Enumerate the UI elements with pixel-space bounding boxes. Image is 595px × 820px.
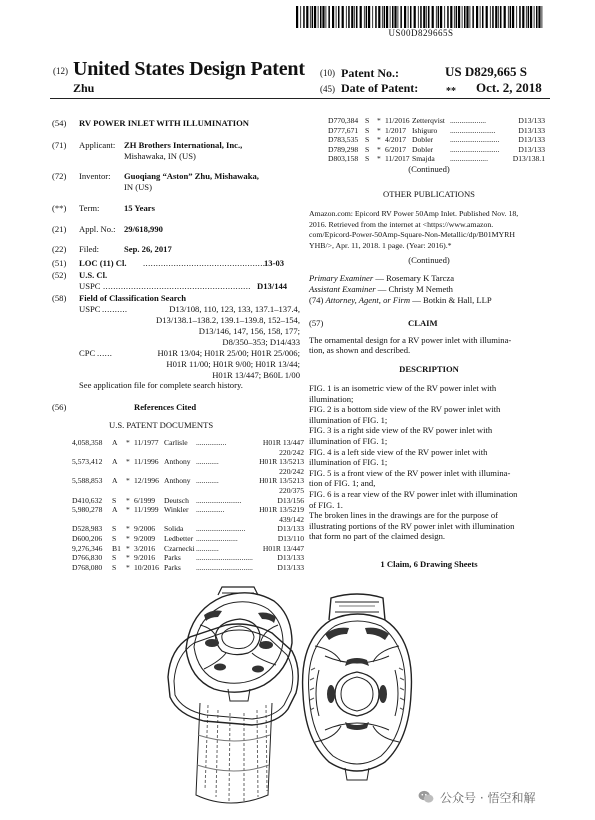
reference-kind: S <box>365 116 370 125</box>
barcode-bar <box>303 6 305 28</box>
reference-date: 11/2016 <box>385 116 410 125</box>
patent-no-label: Patent No.: <box>341 66 399 80</box>
appl-no-value: 29/618,990 <box>124 224 163 234</box>
reference-name: Deutsch <box>164 495 189 505</box>
reference-kind: S <box>112 524 117 534</box>
patent-date: Oct. 2, 2018 <box>476 80 542 95</box>
barcode-bar <box>486 6 488 28</box>
barcode-bar <box>342 6 344 28</box>
barcode-bar <box>296 6 298 28</box>
barcode-bar <box>480 6 481 28</box>
term-value: 15 Years <box>124 203 155 213</box>
reference-star: * <box>126 495 130 505</box>
reference-number: D410,632 <box>72 495 103 505</box>
barcode-bar <box>322 6 324 28</box>
header-code-10: (10) <box>320 68 335 78</box>
reference-star: * <box>126 543 130 553</box>
watermark-text: 公众号 · 悟空和解 <box>440 791 536 805</box>
appl-no-label: Appl. No.: <box>79 224 116 234</box>
field-search-uspc-line-4: D8/350–353; D14/433 <box>222 337 300 347</box>
barcode-bar <box>326 6 327 28</box>
assistant-examiner-label: Assistant Examiner <box>309 284 376 294</box>
filed-label: Filed: <box>79 244 100 254</box>
filed-value: Sep. 26, 2017 <box>124 244 172 254</box>
reference-date: 11/1977 <box>134 438 159 447</box>
applicant-label: Applicant: <box>79 140 116 150</box>
reference-star: * <box>126 562 130 572</box>
cpc-label: CPC <box>79 348 96 358</box>
reference-kind: S <box>365 154 370 164</box>
barcode-bar <box>364 6 365 28</box>
barcode-bar <box>536 6 538 28</box>
reference-kind: A <box>112 457 118 467</box>
term-label: Term: <box>79 203 100 213</box>
reference-name: Ishiguro <box>412 125 438 135</box>
continued-1: (Continued) <box>408 164 450 174</box>
reference-dots: ...................... <box>196 534 238 543</box>
reference-dots: ............ <box>196 543 219 553</box>
description-line: illumination; <box>309 393 354 404</box>
reference-dots: .......................... <box>450 144 500 154</box>
barcode-bar <box>492 6 494 28</box>
reference-name: Winkler <box>164 505 189 515</box>
publication-line-3: com/Epicord-Power-50Amp-Square-Non-Metallic/dp/B01MYRH <box>309 230 515 239</box>
primary-examiner-label: Primary Examiner <box>309 273 374 283</box>
loc-value: 13-03 <box>264 258 285 268</box>
cpc-line-3: H01R 13/447; B60L 1/00 <box>212 370 300 380</box>
inventor-line-1: Guoqiang “Aston” Zhu, Mishawaka, <box>124 171 259 181</box>
field-22-code: (22) <box>52 244 67 254</box>
reference-star: * <box>377 125 381 135</box>
reference-date: 12/1996 <box>134 476 159 486</box>
barcode-bar <box>432 6 434 28</box>
reference-kind: A <box>112 476 118 486</box>
reference-date: 11/1999 <box>134 505 159 515</box>
description-label: DESCRIPTION <box>399 364 459 374</box>
barcode-bar <box>414 6 416 28</box>
reference-name: Anthony <box>164 476 191 486</box>
barcode-bar <box>392 6 394 28</box>
reference-kind: S <box>365 135 370 145</box>
watermark <box>418 789 535 806</box>
reference-num: D783,535 <box>328 135 359 145</box>
reference-name: Solida <box>164 524 184 534</box>
barcode-bar <box>530 6 532 28</box>
barcode-bar <box>375 6 377 28</box>
date-label: Date of Patent: <box>341 81 419 95</box>
barcode-bar <box>476 6 478 28</box>
barcode-bar <box>528 6 530 28</box>
search-history-note: See application file for complete search history. <box>79 380 243 390</box>
reference-dots: ........................ <box>196 495 242 505</box>
reference-class-secondary: 439/142 <box>279 514 304 524</box>
barcode-bar <box>400 6 402 28</box>
reference-number: D766,830 <box>72 553 103 563</box>
barcode-bar <box>328 6 330 28</box>
description-line: FIG. 3 is a right side view of the RV power inlet with <box>309 425 493 436</box>
reference-num: D770,384 <box>328 116 359 125</box>
barcode-bar <box>426 6 427 28</box>
barcode-bar <box>318 6 319 28</box>
wechat-icon <box>418 790 434 804</box>
barcode-bar <box>534 6 535 28</box>
field-21-code: (21) <box>52 224 67 234</box>
reference-date: 4/2017 <box>385 135 407 145</box>
other-publications-label: OTHER PUBLICATIONS <box>383 189 475 199</box>
reference-date: 10/2016 <box>134 562 159 572</box>
barcode-bar <box>320 6 322 28</box>
description-line: FIG. 4 is a left side view of the RV power inlet with <box>309 446 488 457</box>
reference-number: D600,206 <box>72 534 103 543</box>
figure-isometric-view <box>160 585 305 810</box>
reference-class: H01R 13/447 <box>262 438 304 447</box>
reference-name: Ledbetter <box>164 534 194 543</box>
barcode-bar <box>368 6 370 28</box>
barcode-bar <box>498 6 499 28</box>
applicant-name: ZH Brothers International, Inc., <box>124 140 243 150</box>
barcode-bar <box>420 6 422 28</box>
us-patent-docs-label: U.S. PATENT DOCUMENTS <box>109 420 214 430</box>
barcode-bar <box>382 6 383 28</box>
reference-num: D777,671 <box>328 125 359 135</box>
barcode-bar <box>408 6 409 28</box>
reference-number: 5,588,853 <box>72 476 103 486</box>
reference-kind: S <box>365 125 370 135</box>
field-51-code: (51) <box>52 258 67 268</box>
reference-number: 9,276,346 <box>72 543 103 553</box>
field-search-uspc-line-2: D13/138.1–138.2, 139.1–139.8, 152–154, <box>156 315 300 325</box>
reference-star: * <box>126 457 130 467</box>
reference-kind: S <box>112 534 117 543</box>
barcode-bar <box>510 6 512 28</box>
inventor-label: Inventor: <box>79 171 111 181</box>
reference-class: D13/133 <box>518 125 545 135</box>
barcode-bar <box>314 6 316 28</box>
field-52-code: (52) <box>52 270 67 280</box>
publication-line-2: 2016. Retrieved from the internet at <https://www.amazon. <box>309 220 494 229</box>
barcode-bar <box>351 6 353 28</box>
reference-class: H01R 13/5219 <box>259 505 304 515</box>
reference-dots: ........................ <box>450 125 496 135</box>
reference-dots: ................... <box>450 116 487 125</box>
header-code-12: (12) <box>53 66 68 76</box>
uspc-dots: .......................................................... <box>103 281 251 291</box>
barcode-bar <box>522 6 524 28</box>
patent-no: US D829,665 S <box>445 64 527 79</box>
reference-star: * <box>377 135 381 145</box>
claims-sheets-summary: 1 Claim, 6 Drawing Sheets <box>380 559 478 569</box>
reference-class: D13/133 <box>518 144 545 154</box>
reference-class: H01R 13/5213 <box>259 457 304 467</box>
reference-kind: S <box>112 495 117 505</box>
reference-dots: .......................... <box>196 524 246 534</box>
barcode-bar <box>310 6 311 28</box>
barcode-bar <box>436 6 437 28</box>
reference-number: D528,983 <box>72 524 103 534</box>
design-title: RV POWER INLET WITH ILLUMINATION <box>79 118 250 128</box>
barcode-bar <box>512 6 514 28</box>
primary-examiner-name: — Rosemary K Tarcza <box>373 273 455 283</box>
reference-date: 6/2017 <box>385 144 407 154</box>
barcode-bar <box>386 6 388 28</box>
publication-line-1: Amazon.com: Epicord RV Power 50Amp Inlet. Published Nov. 18, <box>309 209 519 218</box>
barcode-bar <box>504 6 506 28</box>
reference-dots: ................ <box>196 438 227 447</box>
reference-class-secondary: 220/375 <box>279 486 304 495</box>
barcode-bar <box>404 6 406 28</box>
barcode-bar <box>394 6 396 28</box>
barcode-bar <box>470 6 471 28</box>
barcode-bar <box>418 6 419 28</box>
barcode-bar <box>462 6 463 28</box>
reference-class: H01R 13/5213 <box>259 476 304 486</box>
reference-date: 9/2009 <box>134 534 156 543</box>
field-search-uspc-line-3: D13/146, 147, 156, 158, 177; <box>198 326 300 336</box>
barcode-bar <box>360 6 362 28</box>
barcode-bar <box>456 6 458 28</box>
reference-class: D13/133 <box>518 116 545 125</box>
date-stars: ** <box>446 86 456 97</box>
barcode-bar <box>500 6 502 28</box>
reference-class: D13/138.1 <box>512 154 545 164</box>
barcode-bar <box>508 6 509 28</box>
barcode-bar <box>384 6 386 28</box>
barcode-bar <box>440 6 442 28</box>
description-line: FIG. 2 is a bottom side view of the RV power inlet with <box>309 404 501 415</box>
description-line: The broken lines in the drawings are for the purpose of <box>309 510 499 521</box>
description-line: FIG. 6 is a rear view of the RV power inlet with illumination <box>309 489 518 499</box>
barcode-bar <box>312 6 314 28</box>
reference-star: * <box>126 476 130 486</box>
reference-name: Zetterqvist <box>412 116 445 125</box>
barcode-bar <box>306 6 308 28</box>
reference-name: Dobler <box>412 135 434 145</box>
reference-kind: S <box>112 562 117 572</box>
cpc-line-2: H01R 11/00; H01R 9/00; H01R 13/44; <box>166 359 300 369</box>
reference-kind: A <box>112 505 118 515</box>
barcode-bar <box>454 6 455 28</box>
barcode-bar <box>538 6 540 28</box>
barcode-bar <box>372 6 373 28</box>
inventor-line-2: IN (US) <box>124 182 152 192</box>
reference-date: 6/1999 <box>134 495 156 505</box>
reference-class: D13/133 <box>277 553 304 563</box>
barcode-bar <box>444 6 445 28</box>
claim-label: CLAIM <box>408 318 438 328</box>
barcode-number: US00D829665S <box>388 28 454 38</box>
reference-name: Dobler <box>412 144 434 154</box>
reference-name: Parks <box>164 562 181 572</box>
reference-name: Parks <box>164 553 181 563</box>
barcode-bar <box>464 6 466 28</box>
barcode-bar <box>346 6 347 28</box>
barcode-bar <box>466 6 468 28</box>
reference-dots: .......................... <box>450 135 500 145</box>
reference-dots: .............................. <box>196 553 253 563</box>
description-line: that form no part of the claimed design. <box>309 531 446 542</box>
barcode-bar <box>516 6 517 28</box>
cpc-dots: ...... <box>97 348 113 358</box>
barcode-bar <box>495 6 497 28</box>
reference-name: Czarnecki <box>164 543 195 553</box>
barcode-bar <box>450 6 452 28</box>
barcode-bar <box>366 6 368 28</box>
claim-line-1: The ornamental design for a RV power inlet with illumina- <box>309 335 512 345</box>
reference-class: D13/133 <box>277 524 304 534</box>
reference-date: 11/1996 <box>134 457 159 467</box>
reference-dots: .................... <box>450 154 488 164</box>
barcode-bar <box>428 6 430 28</box>
barcode-bar <box>458 6 460 28</box>
reference-class: D13/133 <box>518 135 545 145</box>
loc-dots: ................................................ <box>143 258 266 268</box>
field-54-code: (54) <box>52 118 67 128</box>
term-code: (**) <box>52 203 67 213</box>
reference-num: D803,158 <box>328 154 359 164</box>
barcode <box>296 6 546 28</box>
reference-kind: B1 <box>112 543 121 553</box>
barcode-bar <box>410 6 412 28</box>
barcode-bar <box>438 6 440 28</box>
barcode-bar <box>332 6 334 28</box>
reference-star: * <box>126 534 130 543</box>
assistant-examiner-name: — Christy M Nemeth <box>375 284 453 294</box>
attorney-code: (74) <box>309 295 324 305</box>
field-search-label: Field of Classification Search <box>79 293 187 303</box>
reference-star: * <box>377 144 381 154</box>
barcode-bar <box>423 6 425 28</box>
reference-class: D13/133 <box>277 562 304 572</box>
header-code-45: (45) <box>320 84 335 94</box>
barcode-bar <box>519 6 521 28</box>
field-71-code: (71) <box>52 140 67 150</box>
reference-star: * <box>377 116 381 125</box>
description-line: illumination of FIG. 1; <box>309 457 388 468</box>
reference-class: D13/156 <box>277 495 304 505</box>
barcode-bar <box>300 6 301 28</box>
attorney-label: Attorney, Agent, or Firm <box>325 295 411 305</box>
reference-dots: .............................. <box>196 562 253 572</box>
reference-star: * <box>377 154 381 164</box>
field-56-code: (56) <box>52 402 67 412</box>
reference-kind: A <box>112 438 118 447</box>
reference-num: D789,298 <box>328 144 359 154</box>
reference-number: 5,980,278 <box>72 505 103 515</box>
barcode-bar <box>378 6 380 28</box>
reference-date: 9/2016 <box>134 553 156 563</box>
reference-dots: ............ <box>196 457 219 467</box>
uspc-label: USPC <box>79 281 101 291</box>
uspc-value: D13/144 <box>257 281 288 291</box>
cpc-line-1: H01R 13/04; H01R 25/00; H01R 25/006; <box>157 348 300 358</box>
reference-star: * <box>126 505 130 515</box>
description-line: tion of FIG. 1; and, <box>309 478 376 489</box>
barcode-bar <box>526 6 527 28</box>
barcode-bar <box>348 6 350 28</box>
claim-line-2: tion, as shown and described. <box>309 345 411 355</box>
figure-front-view <box>295 590 420 785</box>
barcode-bar <box>356 6 358 28</box>
reference-number: 4,058,358 <box>72 438 103 447</box>
reference-date: 9/2006 <box>134 524 156 534</box>
barcode-bar <box>336 6 337 28</box>
reference-date: 1/2017 <box>385 125 407 135</box>
us-cl-label: U.S. Cl. <box>79 270 108 280</box>
field-57-code: (57) <box>309 318 324 328</box>
barcode-bar <box>542 6 543 28</box>
patent-title: United States Design Patent <box>73 58 305 80</box>
reference-class-secondary: 220/242 <box>279 447 304 457</box>
field-search-uspc-label: USPC <box>79 304 101 314</box>
references-cited-label: References Cited <box>134 402 197 412</box>
description-line: FIG. 5 is a front view of the RV power inlet with illumina- <box>309 467 511 478</box>
reference-number: D768,080 <box>72 562 103 572</box>
field-72-code: (72) <box>52 171 67 181</box>
reference-kind: S <box>365 144 370 154</box>
inventor-surname: Zhu <box>73 81 95 95</box>
barcode-bar <box>354 6 355 28</box>
reference-star: * <box>126 553 130 563</box>
description-line: FIG. 1 is an isometric view of the RV power inlet with <box>309 383 497 393</box>
reference-name: Carlisle <box>164 438 188 447</box>
barcode-bar <box>447 6 449 28</box>
description-line: illustrating portions of the RV power inlet with illumination <box>309 520 515 531</box>
reference-name: Anthony <box>164 457 191 467</box>
attorney-name: — Botkin & Hall, LLP <box>410 295 492 305</box>
description-line: of FIG. 1. <box>309 499 343 510</box>
reference-class-secondary: 220/242 <box>279 466 304 476</box>
reference-class: D13/110 <box>277 534 304 543</box>
reference-star: * <box>126 524 130 534</box>
continued-2: (Continued) <box>408 255 450 265</box>
reference-date: 11/2017 <box>385 154 410 164</box>
description-line: illumination of FIG. 1; <box>309 436 388 446</box>
reference-dots: ............... <box>196 505 225 515</box>
loc-label: LOC (11) Cl. <box>79 258 127 268</box>
reference-name: Smajda <box>412 154 435 164</box>
barcode-bar <box>338 6 340 28</box>
barcode-bar <box>398 6 399 28</box>
publication-line-4: YHB/>, Apr. 11, 2018. 1 page. (Year: 2016).* <box>309 241 452 250</box>
reference-kind: S <box>112 553 117 563</box>
barcode-bar <box>490 6 491 28</box>
field-search-uspc-line-1: D13/108, 110, 123, 133, 137.1–137.4, <box>169 304 300 314</box>
header-rule <box>50 98 550 99</box>
barcode-bar <box>472 6 474 28</box>
reference-number: 5,573,412 <box>72 457 103 467</box>
description-line: illumination of FIG. 1; <box>309 414 388 425</box>
field-58-code: (58) <box>52 293 67 303</box>
applicant-place: Mishawaka, IN (US) <box>124 151 196 161</box>
barcode-bar <box>482 6 484 28</box>
reference-dots: ............ <box>196 476 219 486</box>
field-search-uspc-dots: .......... <box>102 304 128 314</box>
reference-class: H01R 13/447 <box>262 543 304 553</box>
reference-star: * <box>126 438 130 447</box>
reference-date: 3/2016 <box>134 543 156 553</box>
barcode-bar <box>390 6 391 28</box>
